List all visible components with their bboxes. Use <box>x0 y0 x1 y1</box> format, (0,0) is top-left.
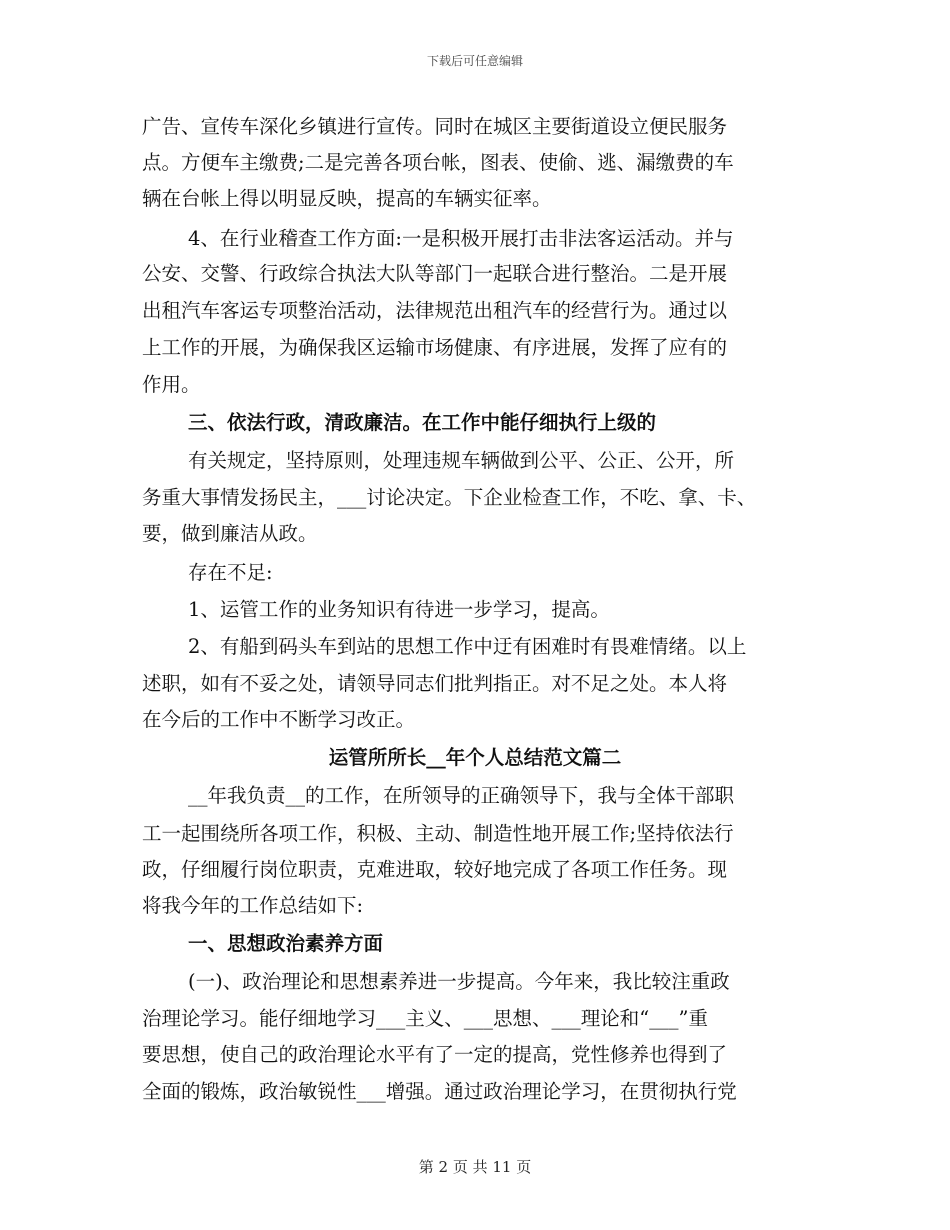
text-line: 要，做到廉洁从政。 <box>142 522 318 545</box>
page-footer: 第 2 页 共 11 页 <box>418 1158 532 1176</box>
text-line: 工一起围绕所各项工作，积极、主动、制造性地开展工作;坚持依法行 <box>142 822 734 845</box>
text-line: 作用。 <box>142 373 201 396</box>
text-line: 务重大事情发扬民主，___讨论决定。下企业检查工作，不吃、拿、卡、 <box>142 486 757 509</box>
text-line: __年我负责__的工作，在所领导的正确领导下，我与全体干部职 <box>188 784 735 807</box>
text-line: 点。方便车主缴费;二是完善各项台帐，图表、使偷、逃、漏缴费的车 <box>142 151 734 174</box>
text-line: 存在不足: <box>188 561 273 584</box>
text-line: 2、有船到码头车到站的思想工作中迂有困难时有畏难情绪。以上 <box>188 635 747 658</box>
section-heading: 一、思想政治素养方面 <box>188 932 384 955</box>
text-line: 在今后的工作中不断学习改正。 <box>142 708 416 731</box>
text-line: 上工作的开展，为确保我区运输市场健康、有序进展，发挥了应有的 <box>142 336 728 359</box>
text-line: 公安、交警、行政综合执法大队等部门一起联合进行整治。二是开展 <box>142 262 728 285</box>
text-line: 1、运管工作的业务知识有待进一步学习，提高。 <box>188 598 610 621</box>
text-line: 辆在台帐上得以明显反映，提高的车辆实征率。 <box>142 187 552 210</box>
text-line: 治理论学习。能仔细地学习___主义、___思想、___理论和“___”重 <box>142 1007 708 1030</box>
text-line: 出租汽车客运专项整治活动，法律规范出租汽车的经营行为。通过以 <box>142 299 728 322</box>
text-line: 4、在行业稽查工作方面:一是积极开展打击非法客运活动。并与 <box>188 227 734 250</box>
article-title: 运管所所长__年个人总结范文篇二 <box>328 746 622 769</box>
text-line: 将我今年的工作总结如下: <box>142 894 364 917</box>
text-line: 有关规定，坚持原则，处理违规车辆做到公平、公正、公开，所 <box>188 449 735 472</box>
text-line: 广告、宣传车深化乡镇进行宣传。同时在城区主要街道设立便民服务 <box>142 115 728 138</box>
text-line: 全面的锻炼，政治敏锐性___增强。通过政治理论学习，在贯彻执行党 <box>142 1080 737 1103</box>
section-heading: 三、依法行政，清政廉洁。在工作中能仔细执行上级的 <box>188 411 657 434</box>
page-header: 下载后可任意编辑 <box>426 54 523 68</box>
text-line: 要思想，使自己的政治理论水平有了一定的提高，党性修养也得到了 <box>142 1043 728 1066</box>
text-line: 述职，如有不妥之处，请领导同志们批判指正。对不足之处。本人将 <box>142 672 728 695</box>
text-line: 政，仔细履行岗位职责，克难进取，较好地完成了各项工作任务。现 <box>142 858 728 881</box>
text-line: (一)、政治理论和思想素养进一步提高。今年来，我比较注重政 <box>188 970 730 993</box>
